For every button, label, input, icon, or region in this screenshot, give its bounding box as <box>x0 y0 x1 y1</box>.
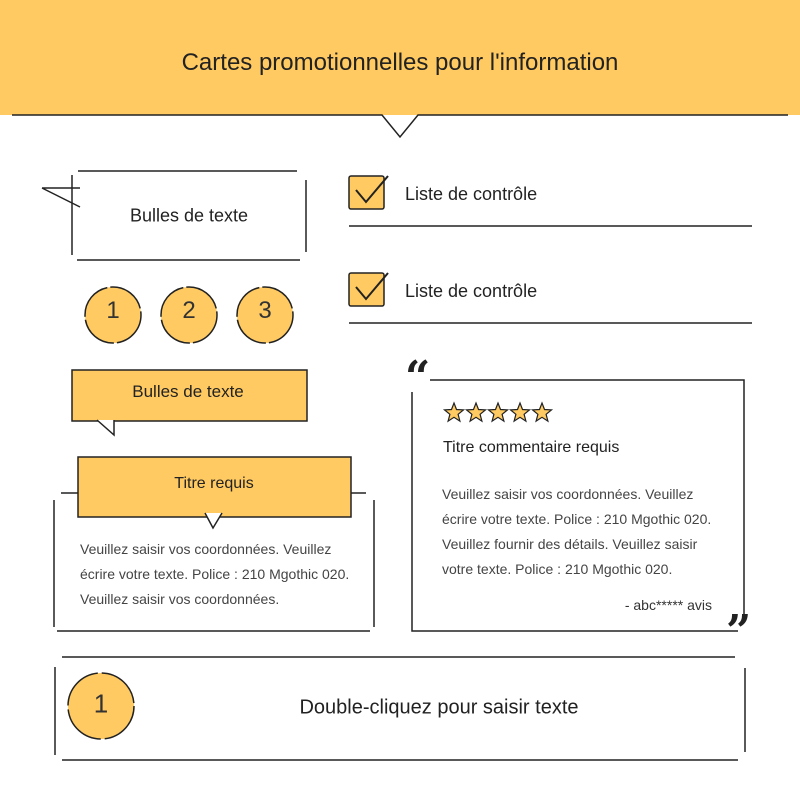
step-number: 1 <box>106 297 120 324</box>
filled-bubble-shape <box>72 370 307 435</box>
page-title: Cartes promotionnelles pour l'information <box>181 49 619 76</box>
checklist-item-label[interactable]: Liste de contrôle <box>405 184 538 204</box>
star-icon <box>489 403 508 421</box>
star-icon <box>533 403 552 421</box>
footer-text[interactable]: Double-cliquez pour saisir texte <box>299 696 579 719</box>
filled-bubble-label[interactable]: Bulles de texte <box>132 382 244 401</box>
star-icon <box>511 403 530 421</box>
review-author: - abc***** avis <box>624 597 712 613</box>
checklist-item-label[interactable]: Liste de contrôle <box>405 281 538 301</box>
footer-number: 1 <box>93 688 109 719</box>
header-divider <box>12 115 788 137</box>
review-body[interactable]: Veuillez saisir vos coordonnées. Veuillez écrire votre texte. Police : 210 Mgothic 020. Veuillez fournir des détails. Veuillez saisir votre texte. Police : 210 Mgothic 020. <box>442 486 712 577</box>
review-title[interactable]: Titre commentaire requis <box>443 439 620 456</box>
checkbox-icon <box>349 273 388 306</box>
step-number: 2 <box>182 297 196 324</box>
star-rating <box>445 403 552 421</box>
star-icon <box>445 403 464 421</box>
star-icon <box>467 403 486 421</box>
close-quote-icon: ” <box>726 606 752 657</box>
step-number: 3 <box>258 297 272 324</box>
title-card-title[interactable]: Titre requis <box>174 475 254 492</box>
outline-bubble-label[interactable]: Bulles de texte <box>129 205 249 226</box>
checkbox-icon <box>349 176 388 209</box>
open-quote-icon: “ <box>405 352 431 403</box>
title-card-body[interactable]: Veuillez saisir vos coordonnées. Veuillez écrire votre texte. Police : 210 Mgothic 020. Veuillez saisir vos coordonnées. <box>80 541 350 607</box>
